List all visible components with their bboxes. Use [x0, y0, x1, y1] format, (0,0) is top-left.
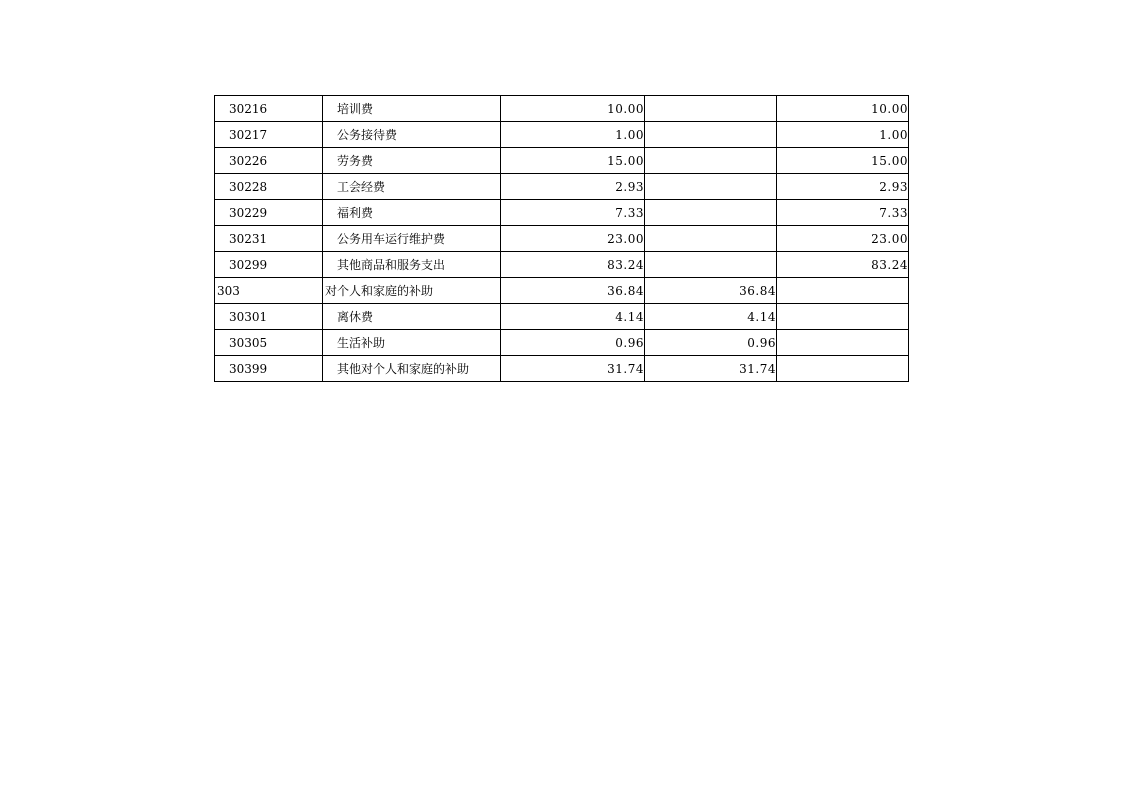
total-amount: 83.24 — [501, 252, 645, 278]
total-amount: 0.96 — [501, 330, 645, 356]
account-code: 30305 — [215, 330, 323, 356]
project-amount: 1.00 — [777, 122, 909, 148]
account-name: 福利费 — [323, 200, 501, 226]
account-code: 30229 — [215, 200, 323, 226]
account-name: 公务用车运行维护费 — [323, 226, 501, 252]
account-code: 30299 — [215, 252, 323, 278]
total-amount: 23.00 — [501, 226, 645, 252]
account-code: 30301 — [215, 304, 323, 330]
account-code: 30231 — [215, 226, 323, 252]
table-row-category — [215, 278, 909, 304]
account-name: 劳务费 — [323, 148, 501, 174]
table-row — [215, 122, 909, 148]
account-name: 其他商品和服务支出 — [323, 252, 501, 278]
basic-amount — [645, 174, 777, 200]
basic-amount — [645, 148, 777, 174]
basic-amount — [645, 96, 777, 122]
basic-amount — [645, 226, 777, 252]
project-amount: 10.00 — [777, 96, 909, 122]
account-code: 30399 — [215, 356, 323, 382]
table-row — [215, 174, 909, 200]
account-code: 303 — [215, 278, 323, 304]
table-row — [215, 252, 909, 278]
basic-amount: 0.96 — [645, 330, 777, 356]
project-amount: 23.00 — [777, 226, 909, 252]
account-name: 生活补助 — [323, 330, 501, 356]
project-amount: 15.00 — [777, 148, 909, 174]
table-row — [215, 356, 909, 382]
total-amount: 36.84 — [501, 278, 645, 304]
account-name: 培训费 — [323, 96, 501, 122]
total-amount: 1.00 — [501, 122, 645, 148]
basic-amount: 4.14 — [645, 304, 777, 330]
total-amount: 31.74 — [501, 356, 645, 382]
account-code: 30217 — [215, 122, 323, 148]
project-amount: 7.33 — [777, 200, 909, 226]
total-amount: 7.33 — [501, 200, 645, 226]
account-name: 其他对个人和家庭的补助 — [323, 356, 501, 382]
total-amount: 4.14 — [501, 304, 645, 330]
account-code: 30226 — [215, 148, 323, 174]
table-row — [215, 304, 909, 330]
budget-table — [214, 95, 909, 382]
project-amount — [777, 304, 909, 330]
total-amount: 2.93 — [501, 174, 645, 200]
account-name: 对个人和家庭的补助 — [323, 278, 501, 304]
account-name: 公务接待费 — [323, 122, 501, 148]
account-name: 离休费 — [323, 304, 501, 330]
table-body — [215, 96, 909, 382]
basic-amount — [645, 200, 777, 226]
table-row — [215, 226, 909, 252]
project-amount: 83.24 — [777, 252, 909, 278]
basic-amount: 36.84 — [645, 278, 777, 304]
project-amount — [777, 330, 909, 356]
table-row — [215, 330, 909, 356]
project-amount — [777, 278, 909, 304]
table-row — [215, 96, 909, 122]
basic-amount — [645, 252, 777, 278]
project-amount: 2.93 — [777, 174, 909, 200]
account-code: 30216 — [215, 96, 323, 122]
table-row — [215, 148, 909, 174]
project-amount — [777, 356, 909, 382]
table-row — [215, 200, 909, 226]
total-amount: 10.00 — [501, 96, 645, 122]
account-name: 工会经费 — [323, 174, 501, 200]
total-amount: 15.00 — [501, 148, 645, 174]
basic-amount: 31.74 — [645, 356, 777, 382]
basic-amount — [645, 122, 777, 148]
account-code: 30228 — [215, 174, 323, 200]
